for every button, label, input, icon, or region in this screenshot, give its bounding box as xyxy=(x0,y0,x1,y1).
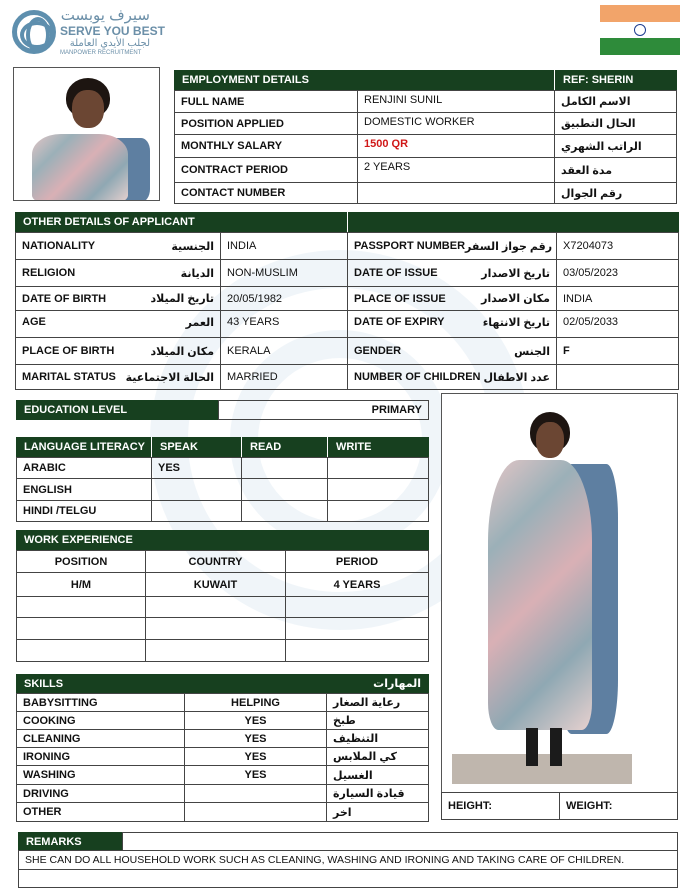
language-arabic: ARABIC xyxy=(16,457,152,479)
monthly-salary-value: 1500 QR xyxy=(357,134,555,158)
number-of-children-value xyxy=(556,364,679,390)
skill-ironing: IRONING xyxy=(16,747,185,766)
contact-number-value xyxy=(357,182,555,204)
contract-period-label: CONTRACT PERIOD xyxy=(174,157,358,183)
applicant-photo-full xyxy=(441,393,678,793)
write-header: WRITE xyxy=(327,437,429,457)
nationality-value: INDIA xyxy=(220,232,348,260)
date-of-expiry-value: 02/05/2033 xyxy=(556,310,679,338)
marital-status-value: MARRIED xyxy=(220,364,348,390)
skill-ironing-arabic: كي الملابس xyxy=(326,747,429,766)
other-details-header: OTHER DETAILS OF APPLICANT xyxy=(15,212,347,232)
education-level-value: PRIMARY xyxy=(218,400,429,420)
weight-label: WEIGHT: xyxy=(559,792,678,820)
work-row-1-country: KUWAIT xyxy=(145,572,286,597)
skill-cooking: COOKING xyxy=(16,711,185,730)
place-of-issue-label: PLACE OF ISSUE مكان الاصدار xyxy=(347,286,557,311)
place-of-issue-value: INDIA xyxy=(556,286,679,311)
skill-cooking-value: YES xyxy=(184,711,327,730)
remarks-header: REMARKS xyxy=(18,832,122,851)
skill-driving: DRIVING xyxy=(16,784,185,803)
skill-ironing-value: YES xyxy=(184,747,327,766)
skill-babysitting: BABYSITTING xyxy=(16,693,185,712)
skill-other-value xyxy=(184,802,327,822)
language-hindi-speak xyxy=(151,500,242,522)
date-of-expiry-label: DATE OF EXPIRY تاريخ الانتهاء xyxy=(347,310,557,338)
remarks-header-fill xyxy=(122,832,678,851)
language-english-read xyxy=(241,478,328,501)
work-row-3-country xyxy=(145,617,286,640)
full-name-arabic: الاسم الكامل xyxy=(554,90,677,113)
work-period-header: PERIOD xyxy=(285,550,429,573)
logo-arabic-name: سيرف يوبست xyxy=(60,7,150,24)
read-header: READ xyxy=(241,437,327,457)
work-experience-header: WORK EXPERIENCE xyxy=(16,530,429,550)
work-row-4-position xyxy=(16,639,146,662)
monthly-salary-label: MONTHLY SALARY xyxy=(174,134,358,158)
monthly-salary-arabic: الراتب الشهري xyxy=(554,134,677,158)
marital-status-label: MARITAL STATUS الحالة الاجتماعية xyxy=(15,364,221,390)
work-country-header: COUNTRY xyxy=(145,550,286,573)
position-applied-arabic: الحال التطبيق xyxy=(554,112,677,135)
remarks-text: SHE CAN DO ALL HOUSEHOLD WORK SUCH AS CLEANING, WASHING AND IRONING AND TAKING CARE OF CHILDREN. xyxy=(18,850,678,870)
place-of-birth-label: PLACE OF BIRTH مكان الميلاد xyxy=(15,337,221,365)
employment-details-header: EMPLOYMENT DETAILS xyxy=(174,70,554,90)
reference-label: REF: SHERIN xyxy=(555,70,677,90)
skill-babysitting-value: HELPING xyxy=(184,693,327,712)
date-of-birth-value: 20/05/1982 xyxy=(220,286,348,311)
logo-name: SERVE YOU BEST xyxy=(60,24,165,38)
work-row-3-position xyxy=(16,617,146,640)
religion-value: NON-MUSLIM xyxy=(220,259,348,287)
language-english-write xyxy=(327,478,429,501)
contract-period-value: 2 YEARS xyxy=(357,157,555,183)
place-of-birth-value: KERALA xyxy=(220,337,348,365)
language-literacy-header: LANGUAGE LITERACY xyxy=(16,437,151,457)
skills-header: SKILLS المهارات xyxy=(16,674,429,693)
contract-period-arabic: مدة العقد xyxy=(554,157,677,183)
contact-number-label: CONTACT NUMBER xyxy=(174,182,358,204)
full-name-value: RENJINI SUNIL xyxy=(357,90,555,113)
language-arabic-read xyxy=(241,457,328,479)
language-arabic-write xyxy=(327,457,429,479)
work-row-2-country xyxy=(145,596,286,618)
nationality-label: NATIONALITY الجنسية xyxy=(15,232,221,260)
work-row-3-period xyxy=(285,617,429,640)
work-row-1-period: 4 YEARS xyxy=(285,572,429,597)
applicant-photo-small xyxy=(13,67,160,201)
position-applied-value: DOMESTIC WORKER xyxy=(357,112,555,135)
skill-babysitting-arabic: رعاية الصغار xyxy=(326,693,429,712)
skill-washing: WASHING xyxy=(16,765,185,785)
contact-number-arabic: رقم الجوال xyxy=(554,182,677,204)
language-hindi: HINDI /TELGU xyxy=(16,500,152,522)
language-hindi-read xyxy=(241,500,328,522)
age-value: 43 YEARS xyxy=(220,310,348,338)
religion-label: RELIGION الديانة xyxy=(15,259,221,287)
age-label: AGE العمر xyxy=(15,310,221,338)
work-row-1-position: H/M xyxy=(16,572,146,597)
skill-other-arabic: اخر xyxy=(326,802,429,822)
skill-other: OTHER xyxy=(16,802,185,822)
height-label: HEIGHT: xyxy=(441,792,560,820)
skill-driving-value xyxy=(184,784,327,803)
number-of-children-label: NUMBER OF CHILDREN عدد الاطفال xyxy=(347,364,557,390)
gender-label: GENDER الجنس xyxy=(347,337,557,365)
work-row-4-period xyxy=(285,639,429,662)
position-applied-label: POSITION APPLIED xyxy=(174,112,358,135)
skill-cleaning: CLEANING xyxy=(16,729,185,748)
work-row-2-period xyxy=(285,596,429,618)
date-of-issue-label: DATE OF ISSUE تاريخ الاصدار xyxy=(347,259,557,287)
logo-arabic-sub: لجلب الأيدي العاملة xyxy=(69,38,150,49)
work-row-4-country xyxy=(145,639,286,662)
other-details-header-right xyxy=(347,212,679,232)
date-of-birth-label: DATE OF BIRTH تاريخ الميلاد xyxy=(15,286,221,311)
skill-cleaning-arabic: التنظيف xyxy=(326,729,429,748)
skill-driving-arabic: قيادة السيارة xyxy=(326,784,429,803)
passport-number-value: X7204073 xyxy=(556,232,679,260)
language-english-speak xyxy=(151,478,242,501)
work-position-header: POSITION xyxy=(16,550,146,573)
passport-number-label: PASSPORT NUMBER رقم جواز السفر xyxy=(347,232,557,260)
skill-washing-arabic: الغسيل xyxy=(326,765,429,785)
gender-value: F xyxy=(556,337,679,365)
language-english: ENGLISH xyxy=(16,478,152,501)
india-flag-icon xyxy=(600,5,680,55)
education-level-label: EDUCATION LEVEL xyxy=(16,400,218,420)
work-row-2-position xyxy=(16,596,146,618)
logo-sub: MANPOWER RECRUITMENT xyxy=(60,50,142,56)
language-arabic-speak: YES xyxy=(151,457,242,479)
skill-washing-value: YES xyxy=(184,765,327,785)
logo-emblem-icon xyxy=(12,10,56,54)
skill-cooking-arabic: طبخ xyxy=(326,711,429,730)
skill-cleaning-value: YES xyxy=(184,729,327,748)
speak-header: SPEAK xyxy=(151,437,241,457)
full-name-label: FULL NAME xyxy=(174,90,358,113)
date-of-issue-value: 03/05/2023 xyxy=(556,259,679,287)
remarks-empty-row xyxy=(18,869,678,888)
language-hindi-write xyxy=(327,500,429,522)
